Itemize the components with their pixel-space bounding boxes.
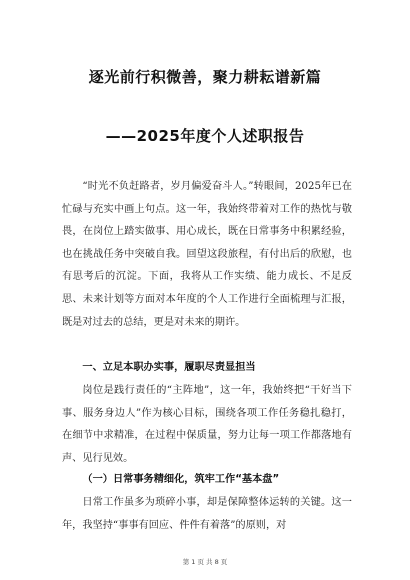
- document-subtitle: ——2025年度个人述职报告: [105, 127, 305, 145]
- intro-paragraph: “时光不负赶路者，岁月偏爱奋斗人。”转眼间，2025年已在忙碌与充实中画上句点。这一年，我始终带着对工作的热忱与敬畏，在岗位上踏实做事、用心成长，既在日常事务中积累经验，也在挑战任务中突破自我。回望这段旅程，有付出后的欣慰，也有思考后的沉淀。下面，我将从工作实绩、能力成长、不足反思、未来计划等方面对本年度的个人工作进行全面梳理与汇报，既是对过去的总结，更是对未来的期许。: [62, 181, 352, 328]
- document-title: 逐光前行积微善，聚力耕耘谱新篇: [88, 68, 322, 86]
- section-paragraph: 岗位是践行责任的“主阵地”，这一年，我始终把“干好当下事、服务身边人”作为核心目标，围绕各项工作任务稳扎稳打，在细节中求精准，在过程中保质量，努力让每一项工作都落地有声、见行见效。: [62, 385, 352, 464]
- subsection-heading: （一）日常事务精细化，筑牢工作“基本盘”: [82, 474, 280, 485]
- subsection-paragraph: 日常工作虽多为琐碎小事，却是保障整体运转的关键。这一年，我坚持“事事有回应、件件有着落”的原则，对: [62, 497, 352, 531]
- section-heading: 一、立足本职办实事，履职尽责显担当: [82, 362, 256, 373]
- page-number: 第 1 页 共 8 页: [182, 558, 228, 566]
